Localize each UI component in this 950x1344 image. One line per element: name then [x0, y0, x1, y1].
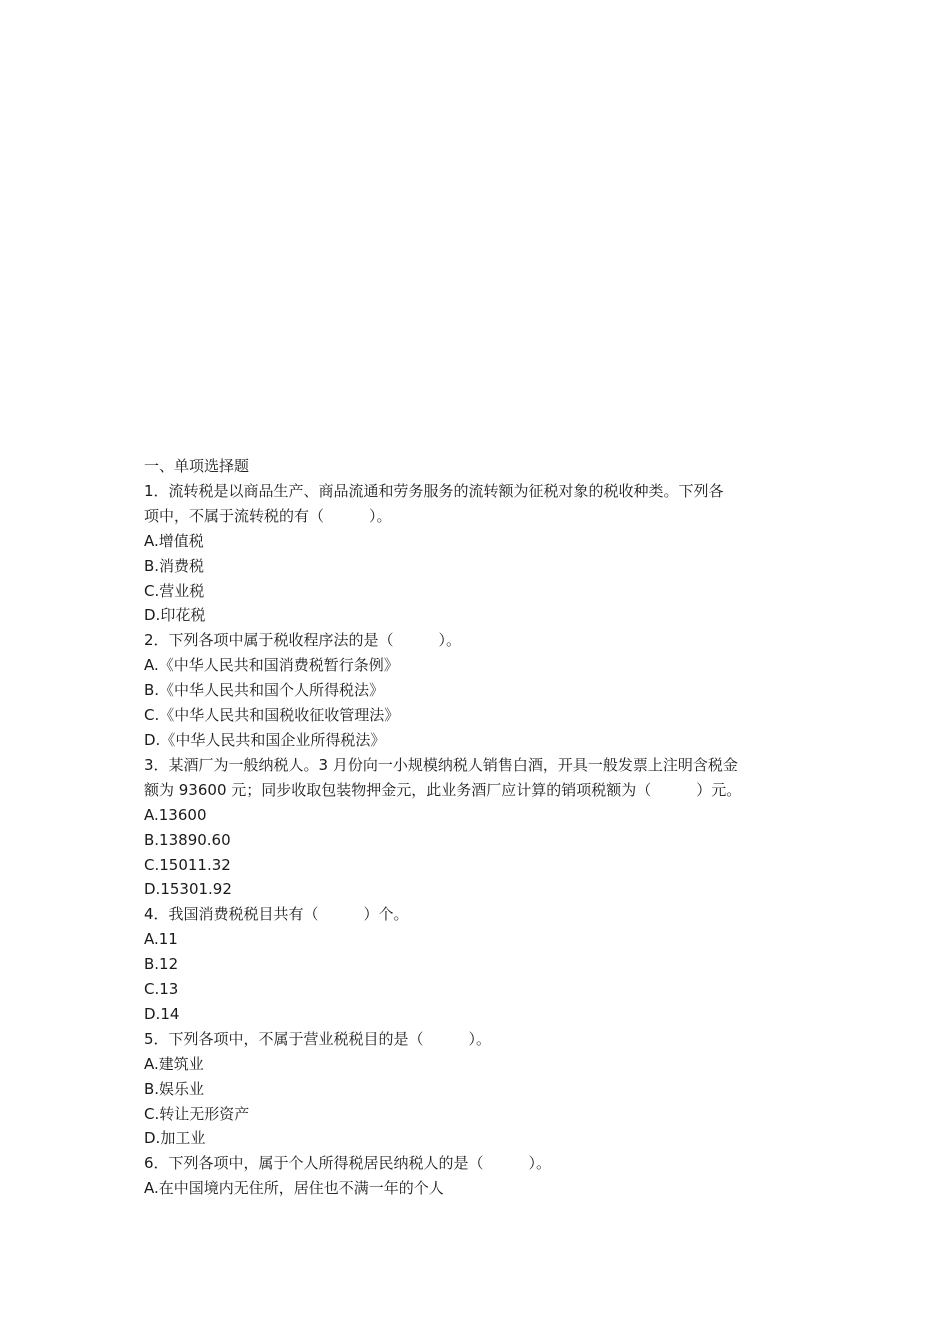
option-b: B.《中华人民共和国个人所得税法》 [144, 681, 385, 700]
option-d: D.《中华人民共和国企业所得税法》 [144, 730, 386, 749]
document-body [144, 454, 812, 1201]
question-3 [144, 753, 812, 902]
option-a: A.建筑业 [144, 1054, 204, 1073]
question-5 [144, 1027, 812, 1152]
option-a: A.13600 [144, 805, 207, 824]
question-2 [144, 628, 812, 753]
question-stem-line: 2．下列各项中属于税收程序法的是（ ）。 [144, 631, 462, 650]
question-stem-line: 4．我国消费税税目共有（ ）个。 [144, 905, 409, 924]
option-b: B.12 [144, 955, 179, 974]
option-c: C.13 [144, 980, 179, 999]
option-d: D.印花税 [144, 606, 206, 625]
question-stem-line: 额为 93600 元；同步收取包装物押金元，此业务酒厂应计算的销项税额为（ ）元。 [144, 780, 742, 799]
option-a: A.11 [144, 930, 178, 949]
option-c: C.营业税 [144, 581, 205, 600]
question-6 [144, 1151, 812, 1201]
option-d: D.15301.92 [144, 880, 232, 899]
option-b: B.13890.60 [144, 830, 231, 849]
question-stem-line: 3．某酒厂为一般纳税人。3 月份向一小规模纳税人销售白酒，开具一般发票上注明含税金 [144, 755, 738, 774]
question-stem-line: 6．下列各项中，属于个人所得税居民纳税人的是（ ）。 [144, 1154, 552, 1173]
question-stem-line: 5．下列各项中，不属于营业税税目的是（ ）。 [144, 1029, 492, 1048]
option-b: B.消费税 [144, 556, 205, 575]
option-b: B.娱乐业 [144, 1079, 205, 1098]
option-a: A.增值税 [144, 531, 204, 550]
question-1 [144, 479, 812, 628]
section-title: 一、单项选择题 [144, 457, 250, 475]
question-4 [144, 902, 812, 1027]
option-a: A.在中国境内无住所，居住也不满一年的个人 [144, 1179, 444, 1198]
option-c: C.转让无形资产 [144, 1104, 250, 1123]
option-c: C.15011.32 [144, 855, 231, 874]
question-stem-line: 项中，不属于流转税的有（ ）。 [144, 506, 392, 525]
option-c: C.《中华人民共和国税收征收管理法》 [144, 706, 400, 725]
option-a: A.《中华人民共和国消费税暂行条例》 [144, 656, 399, 675]
question-stem-line: 1．流转税是以商品生产、商品流通和劳务服务的流转额为征税对象的税收种类。下列各 [144, 481, 724, 500]
option-d: D.14 [144, 1004, 180, 1023]
option-d: D.加工业 [144, 1129, 206, 1148]
